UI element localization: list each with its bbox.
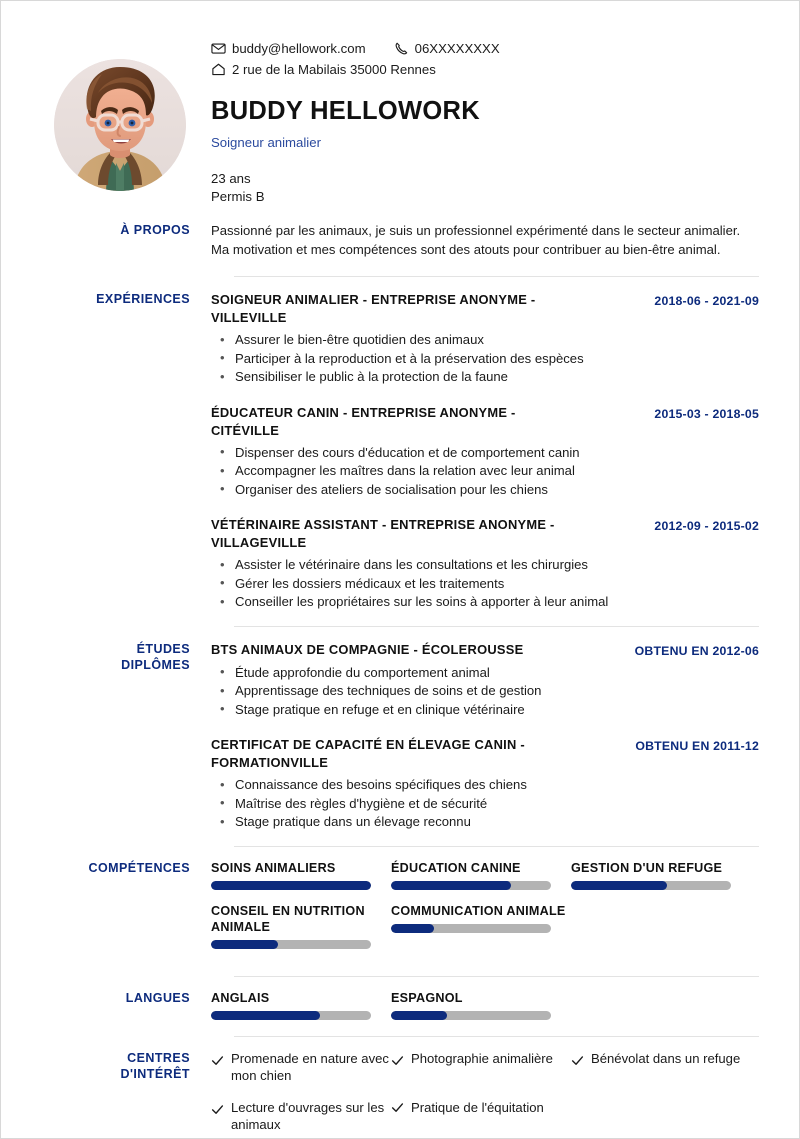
page-title: BUDDY HELLOWORK: [211, 97, 480, 125]
skill-item: [211, 860, 389, 890]
entry-header: [211, 291, 759, 327]
avatar-illustration: [54, 59, 186, 191]
bullet-item: • Connaissance des besoins spécifiques des chiens: [211, 776, 759, 795]
skill-bar-fill: [391, 881, 511, 890]
address-text: 2 rue de la Mabilais 35000 Rennes: [232, 62, 436, 77]
entry-bullets: [211, 331, 759, 387]
entry-date: 2015-03 - 2018-05: [654, 406, 759, 421]
interest-text: Bénévolat dans un refuge: [591, 1050, 741, 1066]
education-content: [211, 641, 759, 832]
bullet-item: • Apprentissage des techniques de soins et de gestion: [211, 682, 759, 701]
experiences-content: [211, 291, 759, 612]
envelope-icon: [211, 41, 226, 56]
avatar-container: [29, 35, 211, 191]
experience-entry: [211, 291, 759, 387]
language-item: [391, 990, 569, 1020]
entry-date: OBTENU EN 2011-12: [635, 739, 759, 753]
language-item: [211, 990, 389, 1020]
education-label: [29, 641, 211, 673]
bullet-item: • Étude approfondie du comportement animal: [211, 664, 759, 683]
cv-header: [1, 1, 799, 206]
section-languages: [1, 977, 799, 1036]
bullet-item: • Participer à la reproduction et à la préservation des espèces: [211, 350, 759, 369]
interests-label-line1: CENTRES: [127, 1050, 190, 1065]
bullet-item: • Dispenser des cours d'éducation et de comportement canin: [211, 444, 759, 463]
experience-entry: [211, 516, 759, 612]
job-title: Soigneur animalier: [211, 135, 321, 150]
entry-title: SOIGNEUR ANIMALIER - ENTREPRISE ANONYME - VILLEVILLE: [211, 292, 536, 325]
skill-bar-track: [211, 940, 371, 949]
skill-name: CONSEIL EN NUTRITION ANIMALE: [211, 903, 365, 934]
languages-content: [211, 990, 759, 1022]
entry-title: BTS ANIMAUX DE COMPAGNIE - ÉCOLEROUSSE: [211, 641, 524, 657]
interest-item: [571, 1050, 749, 1085]
phone-icon: [394, 41, 409, 56]
section-education: [1, 627, 799, 846]
skill-bar-track: [391, 881, 551, 890]
interest-text: Promenade en nature avec mon chien: [231, 1050, 389, 1083]
bullet-item: • Assister le vétérinaire dans les consultations et les chirurgies: [211, 556, 759, 575]
skill-name: ÉDUCATION CANINE: [391, 860, 521, 875]
licence-text: Permis B: [211, 189, 265, 204]
bullet-item: • Maîtrise des règles d'hygiène et de sécurité: [211, 795, 759, 814]
skill-bar-fill: [571, 881, 667, 890]
entry-date: OBTENU EN 2012-06: [634, 643, 759, 658]
about-content: [211, 222, 759, 259]
education-label-line1: ÉTUDES: [136, 641, 190, 656]
skill-bar-track: [391, 924, 551, 933]
bullet-item: • Accompagner les maîtres dans la relation avec leur animal: [211, 462, 759, 481]
check-icon: [211, 1103, 224, 1116]
bullet-item: • Stage pratique en refuge et en clinique vétérinaire: [211, 701, 759, 720]
contact-line-2: [211, 60, 759, 79]
bullet-item: • Stage pratique dans un élevage reconnu: [211, 813, 759, 832]
skill-name: COMMUNICATION ANIMALE: [391, 903, 566, 918]
language-bar-fill: [211, 1011, 320, 1020]
skill-bar-fill: [211, 940, 278, 949]
skill-bar-track: [211, 881, 371, 890]
skills-grid: [211, 860, 759, 962]
interest-text: Lecture d'ouvrages sur les animaux: [231, 1099, 385, 1132]
check-icon: [211, 1054, 224, 1067]
language-bar-fill: [391, 1011, 447, 1020]
entry-header: [211, 736, 759, 772]
section-skills: [1, 847, 799, 976]
bullet-item: • Organiser des ateliers de socialisation pour les chiens: [211, 481, 759, 500]
skill-bar-track: [571, 881, 731, 890]
entry-title: VÉTÉRINAIRE ASSISTANT - ENTREPRISE ANONYME - VILLAGEVILLE: [211, 517, 555, 550]
skill-bar-fill: [391, 924, 434, 933]
skill-item: [391, 860, 569, 890]
interest-text: Photographie animalière: [411, 1050, 553, 1066]
skills-label: COMPÉTENCES: [88, 860, 190, 875]
bullet-item: • Conseiller les propriétaires sur les soins à apporter à leur animal: [211, 593, 759, 612]
email-text: buddy@hellowork.com: [232, 41, 366, 56]
home-icon: [211, 62, 226, 77]
interest-text: Pratique de l'équitation: [411, 1099, 544, 1115]
check-icon: [391, 1101, 404, 1114]
entry-bullets: [211, 776, 759, 832]
phone-text: 06XXXXXXXX: [414, 41, 500, 56]
header-main: [211, 35, 759, 206]
entry-title: CERTIFICAT DE CAPACITÉ EN ÉLEVAGE CANIN - FORMATIONVILLE: [211, 737, 525, 770]
education-label-line2: DIPLÔMES: [121, 657, 190, 672]
entry-header: [211, 641, 759, 660]
skill-item: [571, 860, 749, 890]
section-about: [1, 206, 799, 276]
entry-date: 2018-06 - 2021-09: [654, 294, 759, 308]
check-icon: [571, 1054, 584, 1067]
skill-item: [391, 903, 569, 949]
languages-label: LANGUES: [125, 990, 190, 1005]
skill-name: SOINS ANIMALIERS: [211, 860, 336, 875]
bullet-item: • Gérer les dossiers médicaux et les traitements: [211, 575, 759, 594]
entry-title: ÉDUCATEUR CANIN - ENTREPRISE ANONYME - CITÉVILLE: [211, 404, 516, 438]
skill-name: GESTION D'UN REFUGE: [571, 860, 723, 875]
phone-contact[interactable]: [394, 39, 500, 58]
interests-label-line2: D'INTÉRÊT: [120, 1066, 190, 1081]
interest-item: [391, 1099, 569, 1134]
interests-content: [211, 1050, 759, 1139]
language-name: ESPAGNOL: [391, 990, 463, 1005]
entry-bullets: [211, 444, 759, 500]
bullet-item: • Assurer le bien-être quotidien des animaux: [211, 331, 759, 350]
interest-item: [211, 1099, 389, 1134]
personal-details: [211, 170, 759, 206]
language-name: ANGLAIS: [211, 990, 270, 1005]
skills-content: [211, 860, 759, 962]
skill-item: [211, 903, 389, 949]
experience-entry: [211, 404, 759, 500]
email-contact[interactable]: [211, 39, 366, 58]
entry-header: [211, 516, 759, 552]
avatar: [54, 59, 186, 191]
check-icon: [391, 1054, 404, 1067]
education-entry: [211, 641, 759, 720]
entry-bullets: [211, 664, 759, 720]
education-entry: [211, 736, 759, 832]
entry-date: 2012-09 - 2015-02: [654, 519, 759, 533]
languages-grid: [211, 990, 759, 1022]
contact-line-1: [211, 39, 759, 58]
language-bar-track: [391, 1011, 551, 1020]
interest-item: [211, 1050, 389, 1085]
section-interests: [1, 1037, 799, 1139]
about-text: Passionné par les animaux, je suis un professionnel expérimenté dans le secteur animalier. Ma motivation et mes compétences sont des atouts pour contribuer au bien-être animal.: [211, 223, 741, 257]
experiences-label: EXPÉRIENCES: [96, 292, 190, 306]
interests-label: [29, 1050, 211, 1082]
section-experiences: [1, 277, 799, 626]
interest-item: [391, 1050, 569, 1085]
age-text: 23 ans: [211, 171, 251, 186]
language-bar-track: [211, 1011, 371, 1020]
address-contact: [211, 60, 436, 79]
entry-bullets: [211, 556, 759, 612]
about-label: À PROPOS: [120, 223, 190, 237]
skill-bar-fill: [211, 881, 371, 890]
interests-grid: [211, 1050, 759, 1139]
bullet-item: • Sensibiliser le public à la protection de la faune: [211, 368, 759, 387]
entry-header: [211, 404, 759, 440]
